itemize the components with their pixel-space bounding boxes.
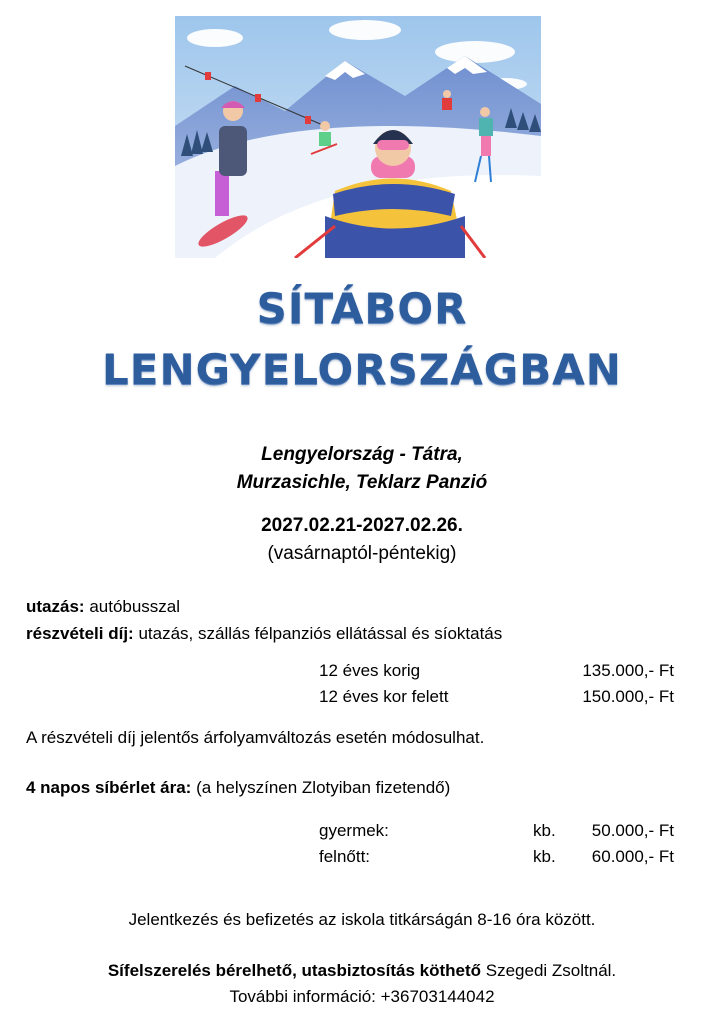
title-text-1: SÍTÁBOR bbox=[256, 284, 468, 333]
fee-price-value-1: 135.000,- Ft bbox=[582, 661, 674, 680]
pass-price-value-1: 50.000,- Ft bbox=[591, 821, 674, 840]
pass-value: (a helyszínen Zlotyiban fizetendő) bbox=[196, 778, 451, 797]
pass-price-label-2: felnőtt: bbox=[319, 847, 371, 866]
travel-label: utazás: bbox=[26, 597, 85, 616]
travel-value: autóbusszal bbox=[89, 597, 181, 616]
fee-price-label-1: 12 éves korig bbox=[319, 661, 421, 680]
pass-approx-1: kb. bbox=[533, 821, 556, 840]
date-range: 2027.02.21-2027.02.26. bbox=[261, 515, 463, 536]
contact-info: További információ: +36703144042 bbox=[229, 987, 495, 1006]
pass-price-label-1: gyermek: bbox=[319, 821, 389, 840]
pass-label: 4 napos síbérlet ára: bbox=[26, 778, 192, 797]
pass-line bbox=[26, 778, 450, 798]
fee-price-label-2: 12 éves kor felett bbox=[319, 687, 449, 706]
location-line-2: Murzasichle, Teklarz Panzió bbox=[236, 472, 488, 493]
fee-label: részvételi díj: bbox=[26, 624, 134, 643]
ski-illustration bbox=[175, 16, 541, 258]
date-days: (vasárnaptól-péntekig) bbox=[267, 543, 457, 564]
location-line-1: Lengyelország - Tátra, bbox=[261, 444, 463, 465]
fee-note: A részvételi díj jelentős árfolyamváltozás esetén módosulhat. bbox=[26, 728, 485, 747]
fee-value: utazás, szállás félpanziós ellátással és síoktatás bbox=[138, 624, 503, 643]
travel-line bbox=[26, 597, 180, 617]
fee-price-value-2: 150.000,- Ft bbox=[582, 687, 674, 706]
title-line-2 bbox=[0, 345, 724, 394]
equipment-line bbox=[0, 961, 724, 981]
signup-info: Jelentkezés és befizetés az iskola titkárságán 8-16 óra között. bbox=[128, 910, 596, 929]
title-text-2: LENGYELORSZÁGBAN bbox=[102, 345, 622, 394]
pass-approx-2: kb. bbox=[533, 847, 556, 866]
equipment-bold: Sífelszerelés bérelhető, utasbiztosítás köthető bbox=[107, 961, 482, 980]
title-line-1 bbox=[0, 284, 724, 333]
equipment-rest: Szegedi Zsoltnál. bbox=[481, 961, 617, 980]
pass-price-value-2: 60.000,- Ft bbox=[591, 847, 674, 866]
fee-line bbox=[26, 624, 502, 644]
